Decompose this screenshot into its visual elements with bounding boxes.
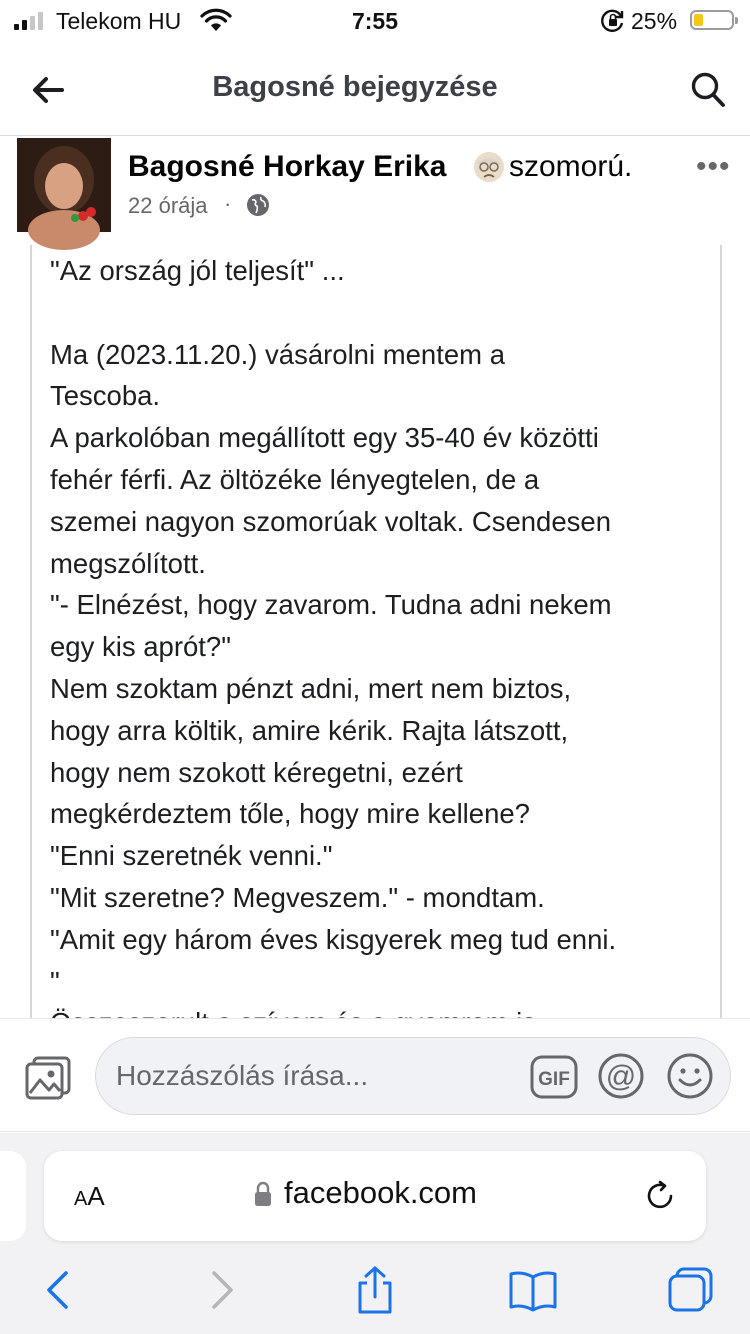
globe-icon — [246, 193, 270, 217]
bookmarks-icon[interactable] — [508, 1265, 558, 1315]
emoji-icon[interactable] — [666, 1052, 714, 1100]
more-options-button[interactable]: ••• — [696, 150, 731, 183]
address-bar[interactable] — [44, 1151, 706, 1241]
post-text-line: megkérdeztem tőle, hogy mire kellene? — [50, 798, 530, 830]
post-timestamp[interactable]: 22 órája — [128, 193, 208, 218]
back-icon[interactable] — [34, 1265, 84, 1315]
avatar[interactable] — [17, 138, 111, 232]
browser-chrome — [0, 1133, 750, 1334]
post-text-line: egy kis aprót?" — [50, 631, 231, 663]
post-text-line: Tescoba. — [50, 380, 161, 412]
post-text-line: " — [50, 965, 60, 997]
post-text-line: hogy nem szokott kéregetni, ezért — [50, 756, 463, 788]
photo-icon[interactable] — [24, 1055, 72, 1101]
page-header — [0, 44, 750, 136]
forward-icon[interactable] — [196, 1265, 246, 1315]
post-text-line: "Enni szeretnék venni." — [50, 840, 333, 872]
page-title: Bagosné bejegyzése — [212, 71, 498, 103]
post-text-line: Ma (2023.11.20.) vásárolni mentem a — [50, 338, 505, 370]
mention-icon[interactable] — [597, 1052, 645, 1100]
post-text-line: "- Elnézést, hogy zavarom. Tudna adni nekem — [50, 589, 612, 621]
post-author[interactable]: Bagosné Horkay Erika — [128, 150, 447, 183]
post-text-line — [50, 292, 714, 334]
battery-fill — [694, 14, 703, 26]
post-text-line: "Amit egy három éves kisgyerek meg tud enni. — [50, 923, 617, 955]
comment-bar — [0, 1018, 750, 1132]
comment-input[interactable] — [116, 1052, 516, 1100]
post-text-line: szemei nagyon szomorúak voltak. Csendesen — [50, 505, 611, 537]
post-text-line: "Mit szeretne? Megveszem." - mondtam. — [50, 881, 545, 913]
carrier-name: Telekom HU — [56, 8, 182, 34]
meta-separator: · — [224, 191, 232, 216]
sad-face-icon — [472, 150, 506, 184]
post-text-line: A parkolóban megállított egy 35-40 év közötti — [50, 422, 599, 454]
orientation-lock-icon — [600, 8, 626, 34]
url-text[interactable]: facebook.com — [284, 1175, 477, 1210]
previous-tab-preview[interactable] — [0, 1151, 26, 1241]
post-text-line: "Az ország jól teljesít" ... — [50, 255, 345, 286]
gif-label: GIF — [538, 1069, 570, 1090]
battery-percent: 25% — [631, 8, 678, 34]
search-icon[interactable] — [688, 70, 728, 110]
post-text-line: megszólított. — [50, 547, 206, 579]
post-feeling: szomorú. — [509, 150, 633, 183]
reload-icon[interactable] — [644, 1179, 678, 1213]
post-text — [50, 250, 714, 1044]
post-body — [30, 245, 722, 1018]
lock-icon — [254, 1181, 272, 1207]
post-text-line: Nem szoktam pénzt adni, mert nem biztos, — [50, 672, 572, 704]
gif-icon[interactable] — [530, 1053, 578, 1101]
clock: 7:55 — [351, 8, 399, 34]
post-text-line: fehér férfi. Az öltözéke lényegtelen, de a — [50, 463, 540, 495]
tabs-icon[interactable] — [666, 1265, 716, 1315]
battery-icon — [690, 10, 734, 30]
mention-label: @ — [605, 1060, 637, 1093]
share-icon[interactable] — [350, 1265, 400, 1315]
post-text-line: hogy arra költik, amire kérik. Rajta látszott, — [50, 714, 569, 746]
status-bar — [0, 0, 750, 44]
comment-input-container[interactable] — [95, 1037, 731, 1115]
page-settings-button[interactable]: AA — [74, 1181, 105, 1211]
avatar-image — [17, 138, 111, 232]
browser-toolbar — [0, 1253, 750, 1333]
